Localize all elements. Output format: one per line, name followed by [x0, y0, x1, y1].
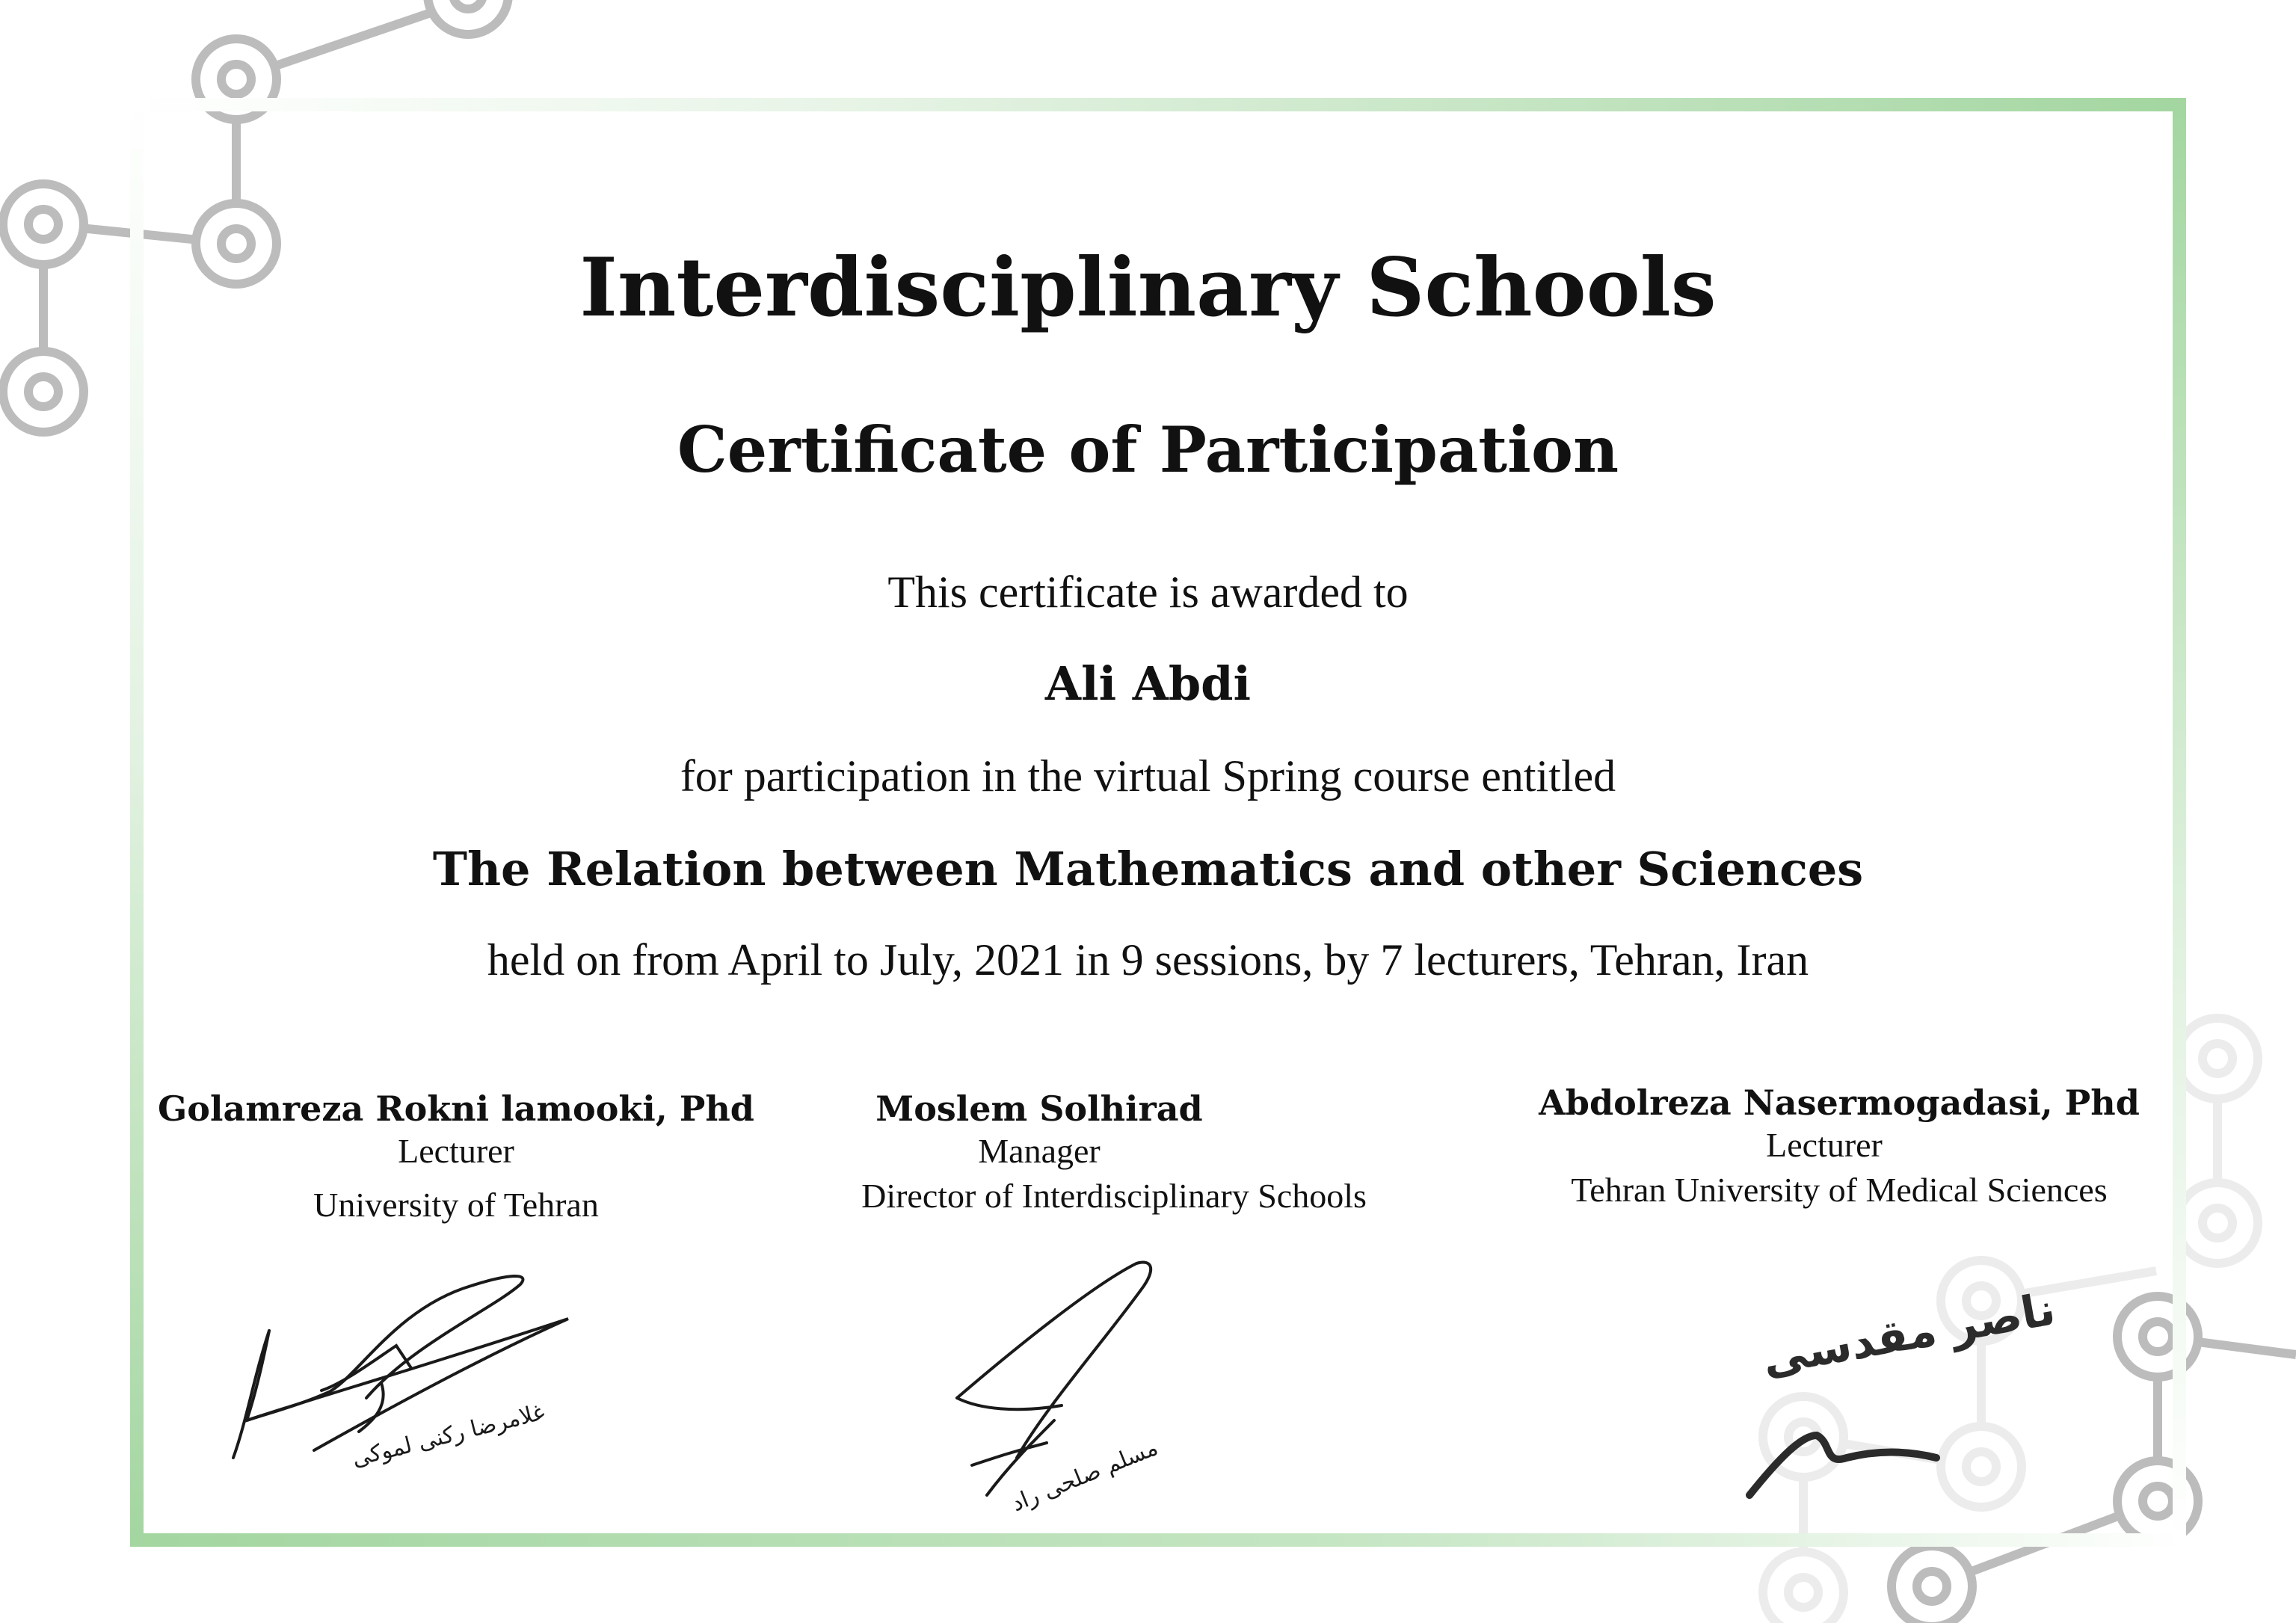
signature-right	[1735, 1271, 2060, 1510]
awarded-line: This certificate is awarded to	[887, 567, 1409, 617]
signatory-affiliation: Director of Interdisciplinary Schools	[861, 1176, 1367, 1215]
signatory-affiliation: Tehran University of Medical Sciences	[1571, 1170, 2108, 1209]
signatory-right	[1495, 1082, 2183, 1213]
signatory-role: Lecturer	[398, 1132, 514, 1170]
certificate-title: Certificate of Participation	[677, 413, 1619, 487]
signature-left-script: غلامرضا رکنی لموکی	[349, 1399, 547, 1473]
recipient-name: Ali Abdi	[1044, 656, 1252, 711]
signatory-middle	[792, 1088, 1435, 1219]
held-line: held on from April to July, 2021 in 9 sessions, by 7 lecturers, Tehran, Iran	[487, 935, 1809, 985]
course-title: The Relation between Mathematics and other Sciences	[432, 842, 1864, 896]
signatory-affiliation: University of Tehran	[313, 1185, 599, 1224]
signature-middle-script: مسلم صلحی راد	[1008, 1434, 1162, 1518]
signatory-name: Abdolreza Nasermogadasi, Phd	[1539, 1082, 2140, 1123]
signatory-role: Lecturer	[1766, 1126, 1883, 1164]
signatory-name: Moslem Solhirad	[875, 1088, 1203, 1129]
signature-left	[224, 1263, 598, 1473]
signature-right-script: ناصر مقدسی	[1758, 1283, 2060, 1386]
organization-title: Interdisciplinary Schools	[579, 241, 1717, 335]
signatory-name: Golamreza Rokni lamooki, Phd	[158, 1088, 754, 1129]
signatory-role: Manager	[978, 1132, 1101, 1170]
participation-line: for participation in the virtual Spring course entitled	[680, 751, 1616, 801]
signature-middle	[942, 1256, 1181, 1518]
